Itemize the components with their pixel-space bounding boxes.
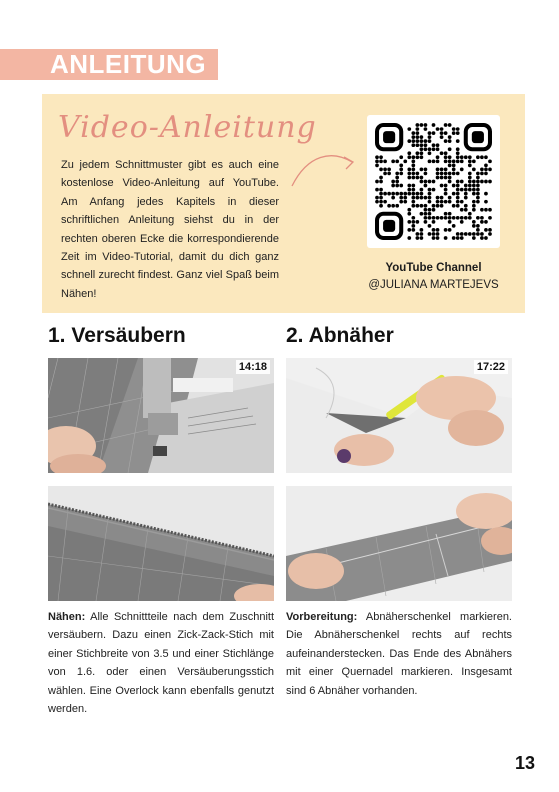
text-body: Abnäherschenkel markieren. Die Abnäherschenkel rechts auf rechts aufeinanderstecken. Das Ende des Abnähers mit einer Quernadel markieren. Insgesamt sind 6 Abnäher vorhanden. [286,611,512,697]
video-description: Zu jedem Schnittmuster gibt es auch eine kostenlose Video-Anleitung auf YouTube. Am Anfang jedes Kapitels in dieser schriftlichen Anleitung siehst du in der rechten oberen Ecke die korrespondierende Zeit im Video-Tutorial, damit du dich ganz schnell zurecht findest. Ganz viel Spaß beim Nähen! [61,159,279,300]
text-lead: Vorbereitung: [286,611,358,623]
photo-marking-dart [286,358,512,473]
text-body: Alle Schnittteile nach dem Zuschnitt versäubern. Dazu einen Zick-Zack-Stich mit einer Stichbreite von 3.5 und einer Stichlänge von 1.6. oder einen Versäuberungsstich wählen. Eine Overlock kann ebenfalls genutzt werden. [48,611,274,716]
photo-sewing-machine [48,358,274,473]
section-text-versaeubern [48,608,274,718]
youtube-channel-handle: @JULIANA MARTEJEVS [368,279,499,291]
video-timestamp: 17:22 [474,360,508,374]
photo-finished-edge [48,486,274,601]
text-lead: Nähen: [48,611,86,623]
arrow-icon [288,148,360,190]
section-title-versaeubern: 1. Versäubern [48,324,186,347]
section-text-abnaeher [286,608,512,700]
video-heading: Video-Anleitung [58,110,317,145]
section-title-abnaeher: 2. Abnäher [286,324,394,347]
youtube-channel-label: YouTube Channel [385,262,482,274]
qr-code[interactable] [367,115,500,248]
qr-code-icon [375,123,492,240]
page-title: ANLEITUNG [50,49,207,79]
photo-pinning-dart [286,486,512,601]
page-number: 13 [514,753,535,773]
video-timestamp: 14:18 [236,360,270,374]
